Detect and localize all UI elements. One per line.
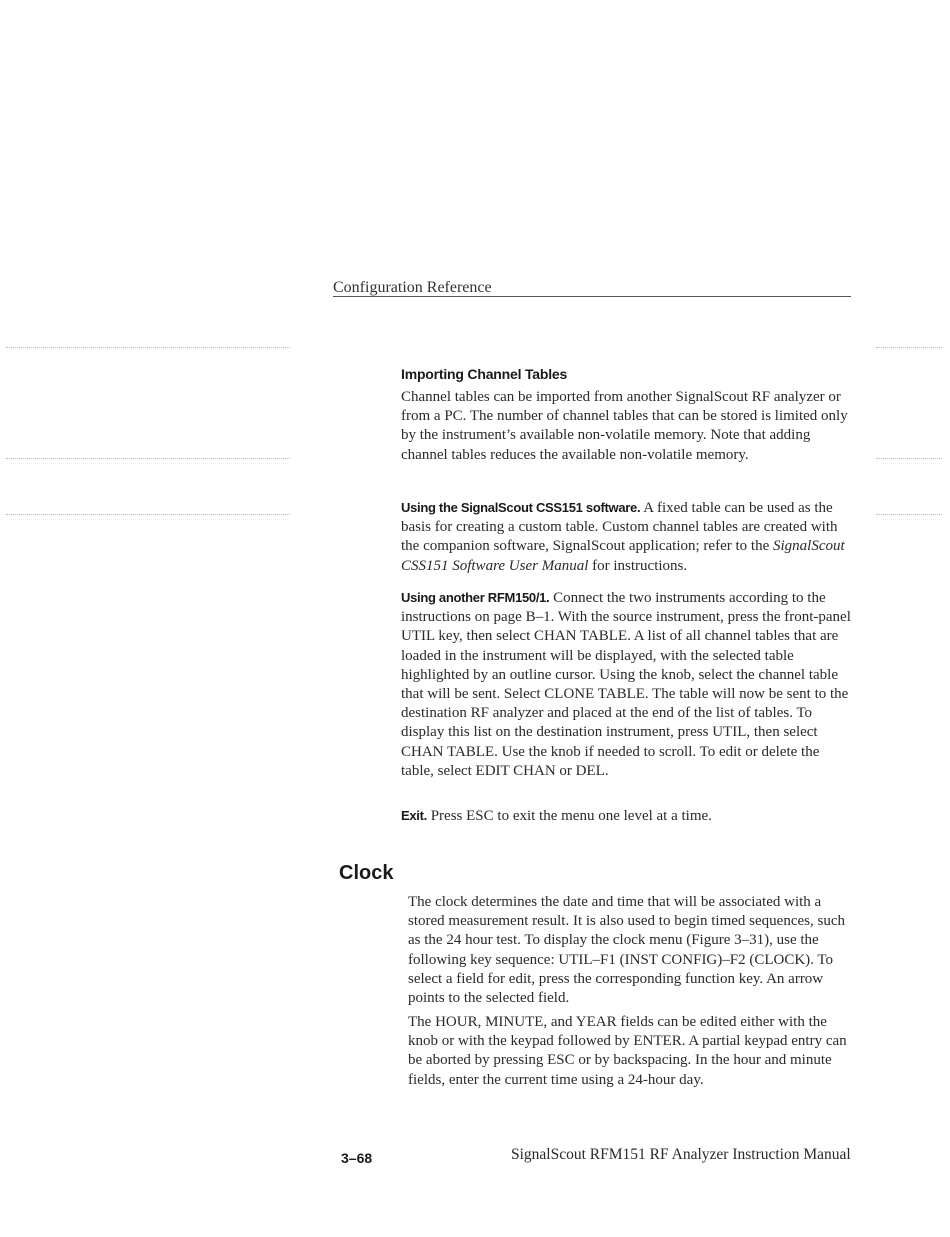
exit-paragraph — [401, 806, 851, 826]
exit-body: Press ESC to exit the menu one level at a time. — [426, 808, 712, 824]
another-analyzer-text — [401, 588, 851, 781]
software-text-after: for instructions. — [588, 557, 688, 574]
importing-intro-text: Channel tables can be imported from another SignalScout RF analyzer or from a PC. The number of channel tables that can be stored is limited only by the instrument’s available non-volatile memory. Note that adding channel tables reduces the available non-volatile memory. — [401, 389, 848, 463]
software-runin: Using the SignalScout CSS151 software. — [401, 500, 641, 515]
another-analyzer-body: Connect the two instruments according to the instructions on page B–1. With the source instrument, press the front-panel UTIL key, then select CHAN TABLE. A list of all channel tables that are loaded in the instrument will be displayed, with the selected table highlighted by an outline cursor. Using the knob, select the channel table that will be sent. Select CLONE TABLE. The table will now be sent to the destination RF analyzer and placed at the end of the list of tables. To display this list on the destination instrument, press UTIL, then select CHAN TABLE. Use the knob if needed to scroll. To edit or delete the table, select EDIT CHAN or DEL. — [401, 590, 851, 779]
importing-section — [401, 366, 851, 382]
header-rule — [333, 296, 851, 297]
right-margin-rule-2 — [876, 458, 942, 459]
importing-intro-paragraph — [401, 388, 851, 465]
clock-paragraph-1 — [408, 893, 848, 1008]
exit-text — [401, 806, 851, 826]
exit-runin: Exit. — [401, 808, 427, 823]
left-margin-rule-3 — [6, 514, 290, 515]
right-margin-rule-1 — [876, 347, 942, 348]
left-margin-rule-1 — [6, 347, 290, 348]
clock-paragraph-2-text: The HOUR, MINUTE, and YEAR fields can be edited either with the knob or with the keypad followed by ENTER. A partial keypad entry can be aborted by pressing ESC or by backspacing. In the hour and minute fields, enter the current time using a 24-hour day. — [408, 1014, 847, 1088]
clock-heading: Clock — [339, 862, 394, 884]
page-number: 3–68 — [341, 1150, 373, 1166]
manual-title: SignalScout RFM151 RF Analyzer Instruction Manual — [511, 1146, 851, 1163]
importing-heading: Importing Channel Tables — [401, 366, 568, 382]
software-paragraph — [401, 498, 851, 576]
left-margin-rule-2 — [6, 458, 290, 459]
right-margin-rule-3 — [876, 514, 942, 515]
clock-paragraph-2 — [408, 1013, 848, 1090]
another-analyzer-runin: Using another RFM150/1. — [401, 590, 550, 605]
software-text — [401, 498, 851, 576]
clock-paragraph-1-text: The clock determines the date and time that will be associated with a stored measurement result. It is also used to begin timed sequences, such as the 24 hour test. To display the clock menu (Figure 3–31), use the following key sequence: UTIL–F1 (INST CONFIG)–F2 (CLOCK). To select a field for edit, press the corresponding function key. An arrow points to the selected field. — [408, 894, 845, 1007]
software-text-before: A fixed table can be used as the basis for creating a custom table. Custom channel tables are created with the companion software, SignalScout application; refer to the — [401, 500, 838, 555]
software-manual-title: SignalScout CSS151 Software User Manual — [401, 538, 845, 574]
running-header-title: Configuration Reference — [333, 279, 492, 296]
another-analyzer-paragraph — [401, 588, 851, 781]
